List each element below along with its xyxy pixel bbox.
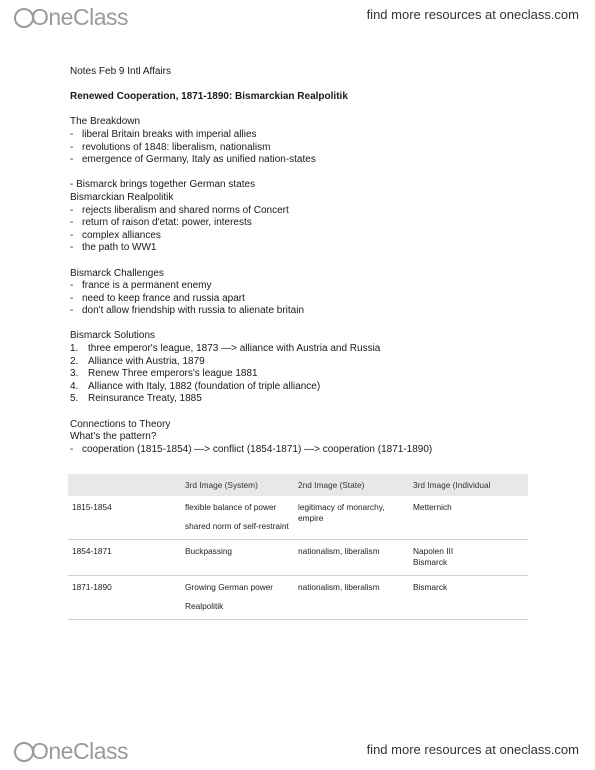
cell-text: Bismarck xyxy=(413,556,448,567)
state-cell: nationalism, liberalism xyxy=(294,540,409,576)
find-resources-link-footer[interactable]: find more resources at oneclass.com xyxy=(366,742,579,757)
list-item: - rejects liberalism and shared norms of Concert xyxy=(70,205,530,218)
item-number: 2. xyxy=(70,355,79,367)
realpolitik-heading: Bismarckian Realpolitik xyxy=(70,191,174,203)
oneclass-logo-footer[interactable] xyxy=(14,738,128,765)
theory-list xyxy=(70,444,530,457)
list-item xyxy=(70,343,530,356)
table-header: 3rd Image (Individual xyxy=(409,474,528,496)
list-item: - return of raison d'etat: power, interests xyxy=(70,217,530,230)
item-text: Alliance with Austria, 1879 xyxy=(88,355,205,367)
individual-cell xyxy=(409,496,528,540)
images-table xyxy=(68,474,528,620)
item-number: 3. xyxy=(70,368,79,380)
table-row xyxy=(68,496,528,540)
list-item: - complex alliances xyxy=(70,230,530,243)
cell-text: Growing German power xyxy=(185,582,274,592)
period-cell: 1854-1871 xyxy=(68,540,181,576)
period-cell: 1815-1854 xyxy=(68,496,181,540)
notes-subtitle: Renewed Cooperation, 1871-1890: Bismarckian Realpolitik xyxy=(70,91,348,103)
solutions-heading: Bismarck Solutions xyxy=(70,330,156,342)
item-number: 5. xyxy=(70,393,79,405)
logo-text: OneClass xyxy=(31,738,128,764)
realpolitik-list xyxy=(70,205,530,255)
individual-cell xyxy=(409,540,528,576)
table-row xyxy=(68,540,528,576)
item-text: three emperor's league, 1873 —> alliance with Austria and Russia xyxy=(88,343,381,355)
breakdown-heading: The Breakdown xyxy=(70,116,141,128)
table-header: 3rd Image (System) xyxy=(181,474,294,496)
list-item: - cooperation (1815-1854) —> conflict (1854-1871) —> cooperation (1871-1890) xyxy=(70,444,530,457)
individual-cell xyxy=(409,576,528,620)
solutions-list xyxy=(70,343,530,406)
list-item xyxy=(70,356,530,369)
list-item xyxy=(70,393,530,406)
table-header xyxy=(68,474,181,496)
logo-text: OneClass xyxy=(31,4,128,30)
list-item xyxy=(70,368,530,381)
list-item: - revolutions of 1848: liberalism, nationalism xyxy=(70,142,530,155)
list-item: - need to keep france and russia apart xyxy=(70,293,530,306)
cell-text: Napolen III xyxy=(413,546,454,556)
state-cell: nationalism, liberalism xyxy=(294,576,409,620)
oneclass-logo[interactable] xyxy=(14,4,128,31)
challenges-list xyxy=(70,280,530,318)
table-header-row xyxy=(68,474,528,496)
system-cell xyxy=(181,496,294,540)
period-cell: 1871-1890 xyxy=(68,576,181,620)
cell-text: Metternich xyxy=(413,502,452,512)
item-number: 1. xyxy=(70,343,79,355)
item-text: Reinsurance Treaty, 1885 xyxy=(88,393,202,405)
cell-text: Bismarck xyxy=(413,582,448,592)
find-resources-link[interactable]: find more resources at oneclass.com xyxy=(366,7,579,22)
list-item: - don't allow friendship with russia to alienate britain xyxy=(70,305,530,318)
cell-text: shared norm of self-restraint xyxy=(185,520,289,531)
list-item: - emergence of Germany, Italy as unified nation-states xyxy=(70,154,530,167)
item-text: Renew Three emperors's league 1881 xyxy=(88,368,258,380)
cell-text: flexible balance of power xyxy=(185,502,277,512)
item-number: 4. xyxy=(70,380,79,392)
table-header: 2nd Image (State) xyxy=(294,474,409,496)
cell-text: Realpolitik xyxy=(185,600,224,611)
cell-text: Buckpassing xyxy=(185,546,233,556)
system-cell xyxy=(181,576,294,620)
table-row xyxy=(68,576,528,620)
system-cell xyxy=(181,540,294,576)
theory-heading: Connections to Theory xyxy=(70,418,171,430)
list-item: - the path to WW1 xyxy=(70,242,530,255)
list-item: - france is a permanent enemy xyxy=(70,280,530,293)
item-text: Alliance with Italy, 1882 (foundation of triple alliance) xyxy=(88,380,321,392)
notes-document xyxy=(70,66,530,456)
breakdown-list xyxy=(70,129,530,167)
state-cell: legitimacy of monarchy, empire xyxy=(294,496,409,540)
list-item xyxy=(70,381,530,394)
bismarck-line: - Bismarck brings together German states xyxy=(70,179,256,191)
theory-question: What's the pattern? xyxy=(70,431,157,443)
notes-title: Notes Feb 9 Intl Affairs xyxy=(70,66,171,77)
challenges-heading: Bismarck Challenges xyxy=(70,267,164,279)
list-item: - liberal Britain breaks with imperial allies xyxy=(70,129,530,142)
